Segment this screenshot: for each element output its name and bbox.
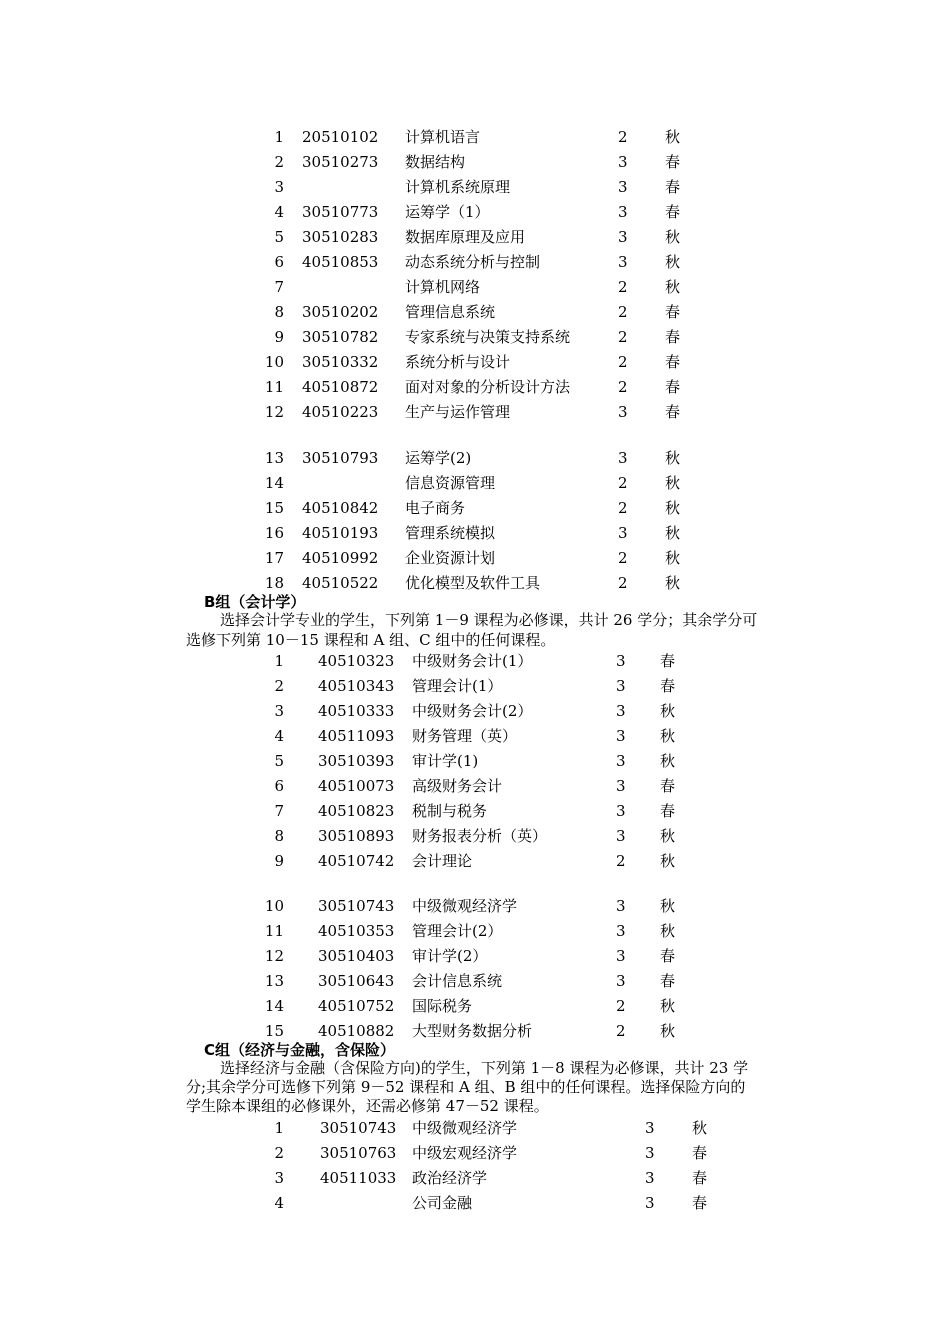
course-number: 13 xyxy=(264,972,284,990)
course-name: 电子商务 xyxy=(405,499,466,517)
course-number: 3 xyxy=(274,702,284,720)
table-row xyxy=(0,355,950,377)
course-number: 9 xyxy=(274,328,284,346)
course-code: 30510332 xyxy=(302,353,379,371)
table-row xyxy=(0,380,950,402)
course-name: 计算机网络 xyxy=(405,278,481,296)
course-name: 中级微观经济学 xyxy=(412,897,518,915)
course-credit: 3 xyxy=(645,1119,655,1137)
course-name: 运筹学（1） xyxy=(405,203,490,221)
course-name: 专家系统与决策支持系统 xyxy=(405,328,571,346)
course-term: 春 xyxy=(692,1169,708,1187)
course-number: 4 xyxy=(274,727,284,745)
course-name: 计算机语言 xyxy=(405,128,481,146)
course-number: 13 xyxy=(264,449,284,467)
course-name: 管理系统模拟 xyxy=(405,524,496,542)
table-row xyxy=(0,999,950,1021)
course-term: 秋 xyxy=(665,474,681,492)
course-code: 40510752 xyxy=(318,997,395,1015)
course-credit: 3 xyxy=(618,203,628,221)
course-term: 秋 xyxy=(665,278,681,296)
course-credit: 2 xyxy=(618,499,628,517)
course-name: 国际税务 xyxy=(412,997,473,1015)
course-term: 秋 xyxy=(665,449,681,467)
course-code: 30510793 xyxy=(302,449,379,467)
course-term: 秋 xyxy=(665,128,681,146)
table-row xyxy=(0,1196,950,1218)
course-term: 春 xyxy=(660,802,676,820)
course-number: 6 xyxy=(274,253,284,271)
table-row xyxy=(0,330,950,352)
course-number: 12 xyxy=(264,947,284,965)
course-term: 春 xyxy=(665,328,681,346)
course-term: 秋 xyxy=(660,727,676,745)
table-row xyxy=(0,924,950,946)
course-code: 30510403 xyxy=(318,947,395,965)
table-row xyxy=(0,255,950,277)
course-term: 秋 xyxy=(665,574,681,592)
course-credit: 3 xyxy=(645,1194,655,1212)
table-row xyxy=(0,1171,950,1193)
course-term: 春 xyxy=(660,777,676,795)
course-term: 秋 xyxy=(660,997,676,1015)
course-code: 40510842 xyxy=(302,499,379,517)
course-name: 计算机系统原理 xyxy=(405,178,511,196)
course-code: 40511033 xyxy=(320,1169,397,1187)
group-b-desc-line2: 选修下列第 10－15 课程和 A 组、C 组中的任何课程。 xyxy=(186,631,556,649)
course-term: 秋 xyxy=(665,228,681,246)
course-term: 春 xyxy=(692,1144,708,1162)
table-row xyxy=(0,974,950,996)
table-row xyxy=(0,804,950,826)
course-code: 30510782 xyxy=(302,328,379,346)
group-b-heading: B组（会计学） xyxy=(204,593,306,611)
table-row xyxy=(0,704,950,726)
course-credit: 2 xyxy=(618,378,628,396)
course-term: 春 xyxy=(692,1194,708,1212)
course-number: 1 xyxy=(274,128,284,146)
course-number: 8 xyxy=(274,827,284,845)
table-row xyxy=(0,180,950,202)
course-credit: 3 xyxy=(618,253,628,271)
course-name: 中级财务会计(1） xyxy=(412,652,533,670)
course-name: 高级财务会计 xyxy=(412,777,503,795)
course-number: 1 xyxy=(274,652,284,670)
course-term: 秋 xyxy=(660,702,676,720)
table-row xyxy=(0,576,950,598)
course-number: 3 xyxy=(274,178,284,196)
course-name: 数据库原理及应用 xyxy=(405,228,526,246)
course-name: 会计理论 xyxy=(412,852,473,870)
course-code: 30510283 xyxy=(302,228,379,246)
course-code: 40511093 xyxy=(318,727,395,745)
course-number: 9 xyxy=(274,852,284,870)
course-code: 30510393 xyxy=(318,752,395,770)
course-name: 税制与税务 xyxy=(412,802,488,820)
course-code: 30510773 xyxy=(302,203,379,221)
table-row xyxy=(0,205,950,227)
course-name: 会计信息系统 xyxy=(412,972,503,990)
table-row xyxy=(0,501,950,523)
course-code: 40510872 xyxy=(302,378,379,396)
course-name: 审计学(2） xyxy=(412,947,488,965)
course-credit: 3 xyxy=(645,1169,655,1187)
course-term: 秋 xyxy=(660,1022,676,1040)
course-term: 秋 xyxy=(665,499,681,517)
course-name: 大型财务数据分析 xyxy=(412,1022,533,1040)
course-code: 40510073 xyxy=(318,777,395,795)
course-name: 数据结构 xyxy=(405,153,466,171)
course-name: 动态系统分析与控制 xyxy=(405,253,541,271)
course-code: 40510522 xyxy=(302,574,379,592)
course-number: 4 xyxy=(274,1194,284,1212)
table-row xyxy=(0,476,950,498)
course-code: 40510742 xyxy=(318,852,395,870)
course-number: 17 xyxy=(264,549,284,567)
course-credit: 3 xyxy=(616,777,626,795)
table-row xyxy=(0,949,950,971)
group-c-desc-line2: 分;其余学分可选修下列第 9－52 课程和 A 组、B 组中的任何课程。选择保险方向的 xyxy=(186,1078,746,1096)
table-row xyxy=(0,526,950,548)
course-code: 30510743 xyxy=(318,897,395,915)
course-name: 中级宏观经济学 xyxy=(412,1144,518,1162)
course-name: 公司金融 xyxy=(412,1194,473,1212)
course-name: 生产与运作管理 xyxy=(405,403,511,421)
course-term: 春 xyxy=(665,203,681,221)
table-row xyxy=(0,1121,950,1143)
table-row xyxy=(0,779,950,801)
course-name: 面对对象的分析设计方法 xyxy=(405,378,571,396)
course-name: 企业资源计划 xyxy=(405,549,496,567)
course-number: 3 xyxy=(274,1169,284,1187)
course-name: 信息资源管理 xyxy=(405,474,496,492)
table-row xyxy=(0,155,950,177)
course-name: 管理会计(2） xyxy=(412,922,503,940)
table-row xyxy=(0,1024,950,1046)
course-name: 运筹学(2) xyxy=(405,449,472,467)
course-credit: 3 xyxy=(616,972,626,990)
group-b-desc-line1: 选择会计学专业的学生，下列第 1－9 课程为必修课，共计 26 学分；其余学分可 xyxy=(220,611,758,629)
course-code: 40510992 xyxy=(302,549,379,567)
course-code: 40510353 xyxy=(318,922,395,940)
course-name: 政治经济学 xyxy=(412,1169,488,1187)
course-credit: 3 xyxy=(616,802,626,820)
course-code: 40510882 xyxy=(318,1022,395,1040)
course-credit: 3 xyxy=(616,702,626,720)
group-c-heading: C组（经济与金融，含保险） xyxy=(204,1041,396,1059)
course-credit: 2 xyxy=(618,474,628,492)
course-term: 秋 xyxy=(665,549,681,567)
course-credit: 2 xyxy=(616,1022,626,1040)
table-row xyxy=(0,854,950,876)
table-row xyxy=(0,305,950,327)
table-row xyxy=(0,551,950,573)
course-credit: 3 xyxy=(618,524,628,542)
table-row xyxy=(0,130,950,152)
table-row xyxy=(0,679,950,701)
table-row xyxy=(0,754,950,776)
table-row xyxy=(0,829,950,851)
course-credit: 2 xyxy=(616,852,626,870)
course-term: 春 xyxy=(660,972,676,990)
course-term: 春 xyxy=(660,677,676,695)
course-code: 30510893 xyxy=(318,827,395,845)
course-number: 16 xyxy=(264,524,284,542)
course-name: 中级财务会计(2） xyxy=(412,702,533,720)
course-number: 2 xyxy=(274,677,284,695)
course-code: 30510202 xyxy=(302,303,379,321)
course-term: 秋 xyxy=(665,253,681,271)
course-number: 6 xyxy=(274,777,284,795)
course-term: 秋 xyxy=(660,897,676,915)
course-number: 5 xyxy=(274,228,284,246)
course-credit: 2 xyxy=(618,278,628,296)
course-term: 春 xyxy=(665,178,681,196)
course-code: 30510643 xyxy=(318,972,395,990)
course-name: 优化模型及软件工具 xyxy=(405,574,541,592)
course-code: 40510853 xyxy=(302,253,379,271)
course-term: 春 xyxy=(665,403,681,421)
course-credit: 3 xyxy=(618,153,628,171)
course-number: 15 xyxy=(264,499,284,517)
course-number: 4 xyxy=(274,203,284,221)
course-term: 春 xyxy=(660,947,676,965)
table-row xyxy=(0,1146,950,1168)
course-term: 秋 xyxy=(692,1119,708,1137)
group-c-desc-line1: 选择经济与金融（含保险方向)的学生，下列第 1－8 课程为必修课，共计 23 学 xyxy=(220,1059,749,1077)
course-code: 40510333 xyxy=(318,702,395,720)
course-credit: 3 xyxy=(616,727,626,745)
course-code: 30510273 xyxy=(302,153,379,171)
course-credit: 2 xyxy=(618,303,628,321)
course-name: 中级微观经济学 xyxy=(412,1119,518,1137)
course-code: 30510763 xyxy=(320,1144,397,1162)
course-code: 40510323 xyxy=(318,652,395,670)
course-number: 12 xyxy=(264,403,284,421)
course-term: 春 xyxy=(665,378,681,396)
course-number: 14 xyxy=(264,474,284,492)
course-number: 7 xyxy=(274,278,284,296)
course-credit: 3 xyxy=(616,677,626,695)
course-number: 10 xyxy=(264,353,284,371)
course-credit: 3 xyxy=(616,922,626,940)
course-credit: 3 xyxy=(616,827,626,845)
course-credit: 3 xyxy=(618,449,628,467)
course-credit: 2 xyxy=(618,128,628,146)
course-credit: 3 xyxy=(645,1144,655,1162)
course-term: 秋 xyxy=(660,922,676,940)
table-row xyxy=(0,729,950,751)
group-c-desc-line3: 学生除本课组的必修课外，还需必修第 47－52 课程。 xyxy=(186,1097,549,1115)
course-credit: 3 xyxy=(618,403,628,421)
course-number: 15 xyxy=(264,1022,284,1040)
course-name: 管理信息系统 xyxy=(405,303,496,321)
course-term: 秋 xyxy=(660,752,676,770)
course-number: 8 xyxy=(274,303,284,321)
course-term: 春 xyxy=(660,652,676,670)
table-row xyxy=(0,405,950,427)
table-row xyxy=(0,280,950,302)
course-term: 秋 xyxy=(665,524,681,542)
course-name: 系统分析与设计 xyxy=(405,353,511,371)
course-number: 2 xyxy=(274,153,284,171)
course-number: 1 xyxy=(274,1119,284,1137)
table-row xyxy=(0,899,950,921)
course-term: 春 xyxy=(665,353,681,371)
course-code: 20510102 xyxy=(302,128,379,146)
course-credit: 2 xyxy=(618,353,628,371)
course-name: 管理会计(1） xyxy=(412,677,503,695)
course-term: 春 xyxy=(665,153,681,171)
course-number: 11 xyxy=(264,378,284,396)
course-number: 5 xyxy=(274,752,284,770)
course-term: 秋 xyxy=(660,852,676,870)
course-credit: 3 xyxy=(616,752,626,770)
course-number: 18 xyxy=(264,574,284,592)
course-credit: 3 xyxy=(618,178,628,196)
table-row xyxy=(0,654,950,676)
course-credit: 3 xyxy=(616,947,626,965)
course-name: 审计学(1) xyxy=(412,752,479,770)
course-term: 春 xyxy=(665,303,681,321)
course-credit: 3 xyxy=(616,897,626,915)
course-credit: 2 xyxy=(618,549,628,567)
course-credit: 3 xyxy=(616,652,626,670)
course-term: 秋 xyxy=(660,827,676,845)
course-credit: 2 xyxy=(618,574,628,592)
course-code: 30510743 xyxy=(320,1119,397,1137)
course-code: 40510193 xyxy=(302,524,379,542)
course-number: 2 xyxy=(274,1144,284,1162)
table-row xyxy=(0,451,950,473)
course-number: 11 xyxy=(264,922,284,940)
course-number: 10 xyxy=(264,897,284,915)
course-credit: 2 xyxy=(616,997,626,1015)
course-number: 7 xyxy=(274,802,284,820)
course-number: 14 xyxy=(264,997,284,1015)
course-name: 财务管理（英） xyxy=(412,727,518,745)
course-name: 财务报表分析（英） xyxy=(412,827,548,845)
course-credit: 3 xyxy=(618,228,628,246)
course-code: 40510343 xyxy=(318,677,395,695)
table-row xyxy=(0,230,950,252)
course-credit: 2 xyxy=(618,328,628,346)
course-code: 40510823 xyxy=(318,802,395,820)
course-code: 40510223 xyxy=(302,403,379,421)
